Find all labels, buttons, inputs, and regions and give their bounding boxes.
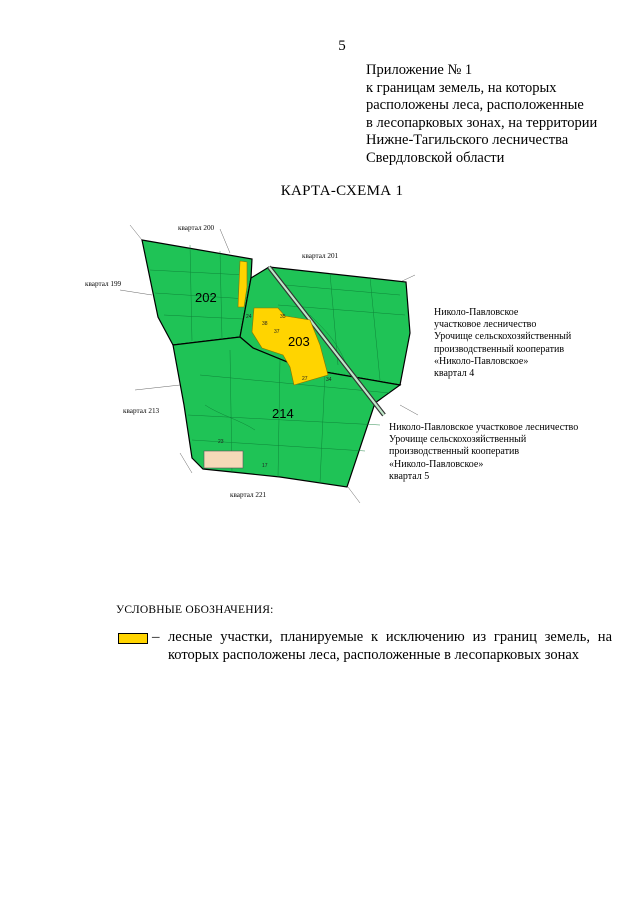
map-scheme	[80, 215, 579, 515]
appendix-line: Свердловской области	[366, 149, 505, 166]
neighbor-label-199: квартал 199	[85, 280, 122, 288]
note-line: производственный кооператив	[389, 446, 520, 458]
appendix-line: Нижне-Тагильского лесничества	[366, 132, 569, 149]
note-line: «Николо-Павловское»	[434, 355, 529, 367]
block-number-202: 202	[195, 290, 217, 305]
legend-text: лесные участки, планируемые к исключению из границ земель, на которых расположены леса, расположенные в лесопарковых зонах	[168, 629, 612, 663]
neighbor-label-213: квартал 213	[123, 407, 160, 415]
note-line: Урочище сельскохозяйственный	[434, 331, 572, 343]
note-line: производственный кооператив	[434, 343, 565, 355]
map-title: КАРТА-СХЕМА 1	[280, 183, 404, 199]
block-number-214: 214	[272, 406, 294, 421]
parcel-number: 37	[274, 329, 280, 335]
note-line: Николо-Павловское	[434, 307, 519, 318]
legend-dash: –	[152, 629, 160, 645]
neighbor-label-221: квартал 221	[230, 491, 267, 499]
note-line: «Николо-Павловское»	[389, 458, 484, 470]
legend-swatch	[118, 633, 148, 644]
appendix-line: к границам земель, на которых	[366, 79, 557, 96]
parcel-number: 38	[262, 321, 268, 327]
parcel-number: 27	[302, 376, 308, 382]
note-block-5	[389, 422, 578, 483]
note-line: участковое лесничество	[434, 319, 537, 331]
note-line: Николо-Павловское участковое лесничество	[389, 422, 579, 433]
parcel-number: 34	[326, 377, 332, 383]
note-line: квартал 5	[389, 470, 430, 482]
appendix-line: в лесопарковых зонах, на территории	[366, 114, 598, 131]
block-number-203: 203	[288, 334, 310, 349]
parcel-number: 23	[218, 439, 224, 445]
legend-title: УСЛОВНЫЕ ОБОЗНАЧЕНИЯ:	[116, 604, 274, 616]
appendix-line: Приложение № 1	[366, 62, 473, 78]
parcel-number: 35	[280, 314, 286, 320]
neighbor-label-200: квартал 200	[178, 224, 215, 232]
note-line: Урочище сельскохозяйственный	[389, 434, 527, 446]
appendix-line: расположены леса, расположенные	[366, 97, 584, 114]
note-line: квартал 4	[434, 368, 475, 380]
note-block-4	[434, 307, 571, 380]
parcel-number: 24	[246, 314, 252, 320]
page-number: 5	[338, 38, 346, 54]
parcel-number: 17	[262, 463, 268, 469]
neighbor-label-201: квартал 201	[302, 252, 339, 260]
light-parcel	[204, 451, 243, 468]
appendix-header	[366, 62, 626, 168]
